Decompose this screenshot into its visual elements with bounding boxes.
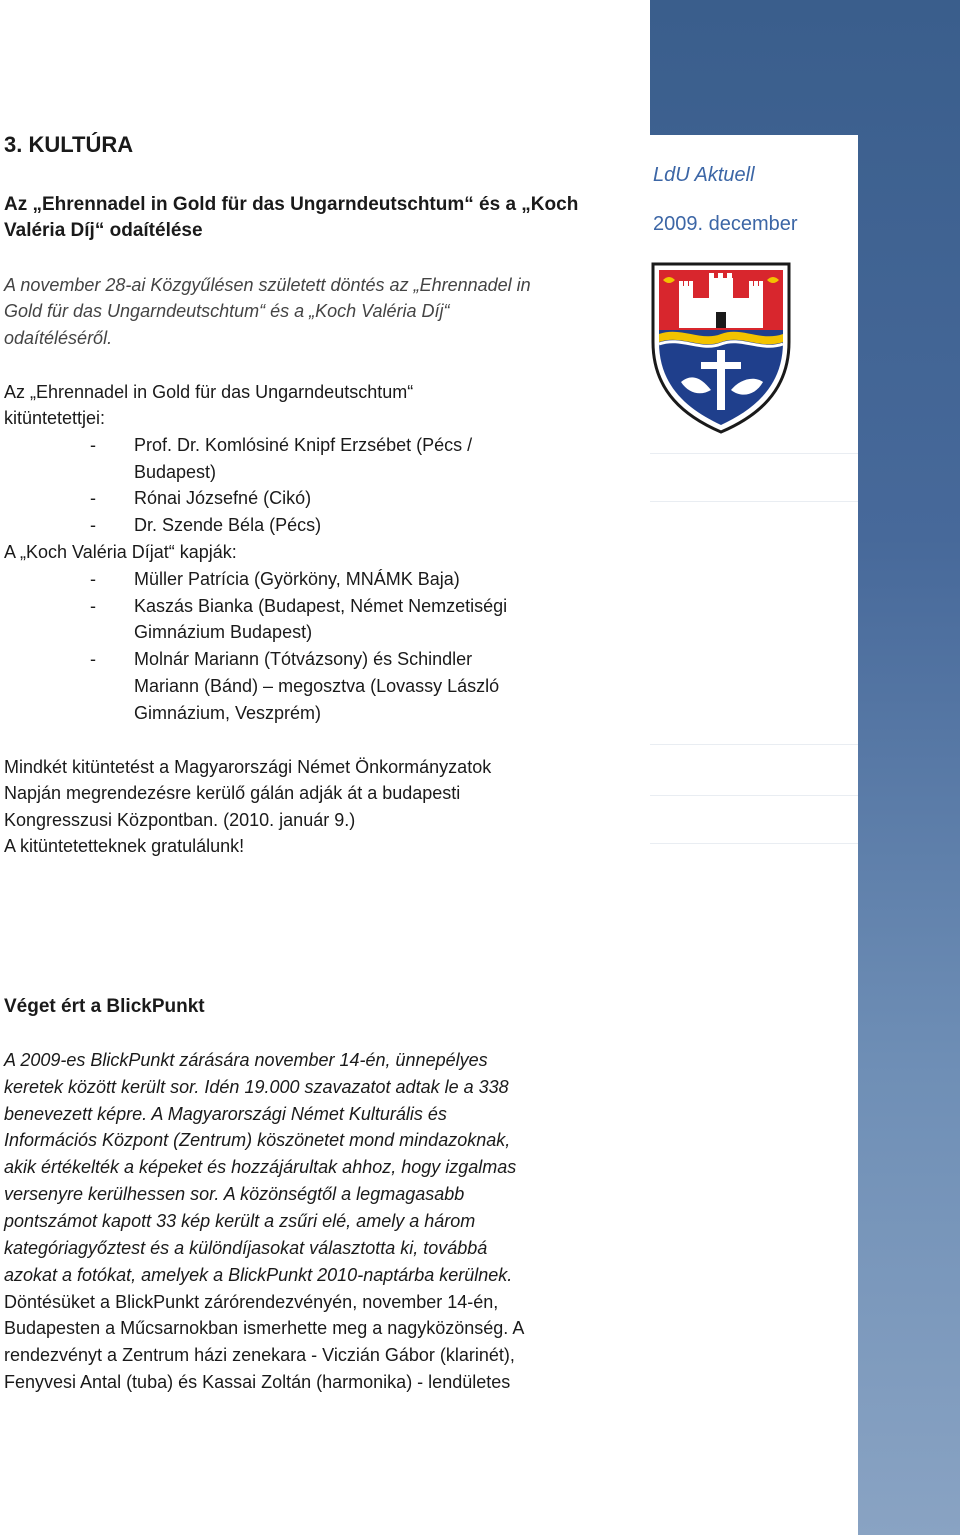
body-line: versenyre kerülhessen sor. A közönségtől a legmagasabb bbox=[4, 1184, 465, 1204]
body-line: pontszámot kapott 33 kép került a zsűri elé, amely a három bbox=[4, 1211, 476, 1231]
panel-divider bbox=[650, 843, 858, 844]
closing-line: Mindkét kitüntetést a Magyarországi Német Önkormányzatok bbox=[4, 757, 492, 777]
list-item-text: Müller Patrícia (Györköny, MNÁMK Baja) bbox=[134, 569, 460, 589]
body-line: kategóriagyőztest és a különdíjasokat választotta ki, továbbá bbox=[4, 1238, 488, 1258]
article-title-line: Az „Ehrennadel in Gold für das Ungarndeutschtum“ és a „Koch bbox=[4, 194, 579, 215]
list-item-continuation: Gimnázium Budapest) bbox=[134, 622, 313, 642]
list-item bbox=[90, 512, 321, 539]
article-title-blickpunkt: Véget ért a BlickPunkt bbox=[4, 996, 205, 1017]
body-line: A 2009-es BlickPunkt zárására november 14-én, ünnepélyes bbox=[4, 1050, 488, 1070]
newsletter-title: LdU Aktuell bbox=[653, 164, 755, 186]
list-dash: - bbox=[90, 515, 96, 535]
intro-line: odaítéléséről. bbox=[4, 328, 113, 348]
list-item bbox=[90, 432, 472, 459]
list-item bbox=[90, 593, 507, 620]
list-dash: - bbox=[90, 596, 96, 616]
panel-divider bbox=[650, 453, 858, 454]
intro-line: A november 28-ai Közgyűlésen született döntés az „Ehrennadel in bbox=[4, 275, 531, 295]
list-item bbox=[90, 485, 311, 512]
list-item bbox=[90, 646, 472, 673]
list-item-text: Prof. Dr. Komlósiné Knipf Erzsébet (Pécs / bbox=[134, 435, 473, 455]
list-item-text: Kaszás Bianka (Budapest, Német Nemzetiségi bbox=[134, 596, 508, 616]
list-dash: - bbox=[90, 488, 96, 508]
list-item-continuation: Gimnázium, Veszprém) bbox=[134, 703, 322, 723]
award2-intro-line: A „Koch Valéria Díjat“ kapják: bbox=[4, 542, 237, 562]
list-item bbox=[90, 566, 460, 593]
body-line: akik értékelték a képeket és hozzájárultak ahhoz, hogy izgalmas bbox=[4, 1157, 517, 1177]
list-item-continuation: Mariann (Bánd) – megosztva (Lovassy László bbox=[134, 676, 500, 696]
list-dash: - bbox=[90, 435, 96, 455]
list-item-text: Molnár Mariann (Tótvázsony) és Schindler bbox=[134, 649, 473, 669]
closing-line: Kongresszusi Központban. (2010. január 9.) bbox=[4, 810, 356, 830]
intro-line: Gold für das Ungarndeutschtum“ és a „Koch Valéria Díj“ bbox=[4, 301, 450, 321]
article-title-line: Valéria Díj“ odaítélése bbox=[4, 220, 203, 241]
body-line: keretek között került sor. Idén 19.000 szavazatot adtak le a 338 bbox=[4, 1077, 509, 1097]
panel-divider bbox=[650, 795, 858, 796]
body-line: azokat a fotókat, amelyek a BlickPunkt 2010-naptárba kerülnek. bbox=[4, 1265, 513, 1285]
panel-divider bbox=[650, 501, 858, 502]
body-line: Döntésüket a BlickPunkt zárórendezvényén, november 14-én, bbox=[4, 1292, 499, 1312]
body-line: rendezvényt a Zentrum házi zenekara - Viczián Gábor (klarinét), bbox=[4, 1345, 515, 1365]
body-line: Információs Központ (Zentrum) köszönetet mond mindazoknak, bbox=[4, 1130, 511, 1150]
list-item-text: Rónai Józsefné (Cikó) bbox=[134, 488, 312, 508]
list-item-text: Dr. Szende Béla (Pécs) bbox=[134, 515, 322, 535]
list-dash: - bbox=[90, 569, 96, 589]
newsletter-date: 2009. december bbox=[653, 213, 798, 235]
panel-divider bbox=[650, 744, 858, 745]
section-heading: 3. KULTÚRA bbox=[4, 132, 134, 157]
list-dash: - bbox=[90, 649, 96, 669]
closing-line: Napján megrendezésre kerülő gálán adják át a budapesti bbox=[4, 783, 461, 803]
body-line: Budapesten a Műcsarnokban ismerhette meg a nagyközönség. A bbox=[4, 1318, 525, 1338]
body-line: Fenyvesi Antal (tuba) és Kassai Zoltán (harmonika) - lendületes bbox=[4, 1372, 511, 1392]
award1-intro-line: Az „Ehrennadel in Gold für das Ungarndeutschtum“ bbox=[4, 382, 414, 402]
coat-of-arms-icon bbox=[651, 262, 791, 434]
award1-intro-line: kitüntetettjei: bbox=[4, 408, 106, 428]
list-item-continuation: Budapest) bbox=[134, 462, 217, 482]
body-line: benevezett képre. A Magyarországi Német Kulturális és bbox=[4, 1104, 447, 1124]
closing-line: A kitüntetetteknek gratulálunk! bbox=[4, 836, 245, 856]
